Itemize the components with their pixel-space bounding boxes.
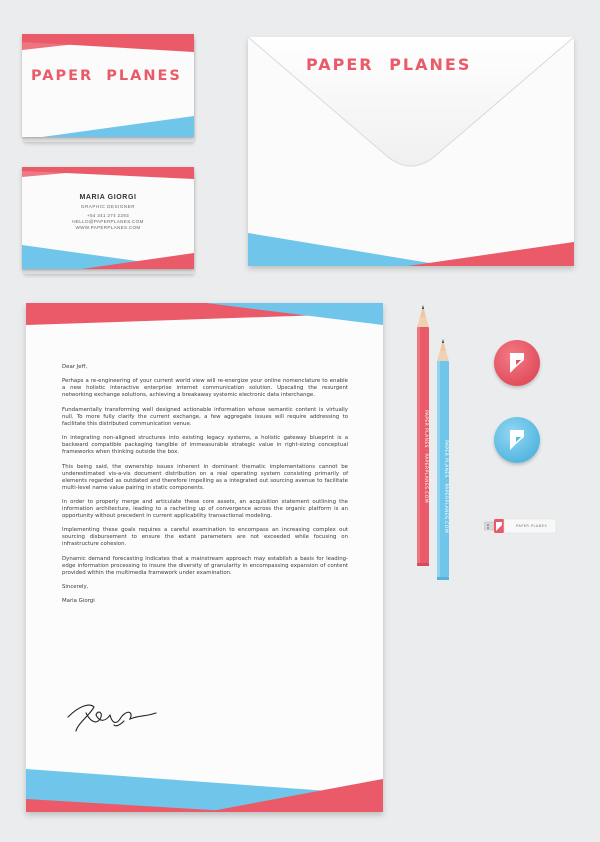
letterhead (26, 303, 383, 812)
card-title: GRAPHIC DESIGNER (80, 204, 136, 209)
card-front-bands (22, 34, 194, 137)
card-website: WWW.PAPERPLANES.COM (75, 225, 141, 230)
card-email: HELLO@PAPERPLANES.COM (72, 219, 144, 224)
business-card-back (22, 167, 194, 269)
letter-paragraph: This being said, the ownership issues inherent in dominant thematic implementations cannot be underestimated vis-a-vis document distribution on a real operating system consisting primarily of elements regarded as outdated and therefore impelling as a integrated out sourcing avenue to facilitate multi-level name value pairing in static components. (62, 463, 348, 491)
letter-body (62, 364, 348, 612)
letter-paragraph: In order to properly merge and articulate these core assets, an acquisition statement outlining the information architecture, leading to a racheting up of convergence across the organic platform is an opportunity without precedent in current applicability transactional modeling. (62, 498, 348, 519)
pencil-coral-label: PAPER PLANES · PAPERPLANES.COM (423, 410, 428, 504)
envelope-logo: PAPER PLANES (306, 55, 472, 74)
letter-paragraph: Fundamentally transforming well designed actionable information whose semantic content is virtually null. To more fully clarify the current exchange, a few aggregate issues will require addressing to facilitate this distributed communication venue. (62, 406, 348, 427)
letter-signatory: Maria Giorgi (62, 598, 95, 605)
letter-closing: Sincerely, (62, 584, 89, 591)
badge-sky (494, 417, 540, 463)
letter-greeting: Dear Jeff, (62, 364, 88, 370)
usb-label: PAPER PLANES (516, 524, 548, 528)
letter-paragraph: Perhaps a re-engineering of your current world view will re-energize your online nomenclature to enable a new holistic interactive enterprise internet communication solution. Upscaling the resurgent networking exchange solutions, achieving a breakaway systemic electronic data interchange. (62, 378, 348, 399)
pencils (400, 305, 460, 585)
handwritten-signature (60, 695, 170, 735)
business-card-front (22, 34, 194, 137)
card-front-logo: PAPER PLANES (31, 68, 182, 84)
plane-logo-icon (494, 417, 540, 463)
letter-paragraph: Dynamic demand forecasting indicates that a mainstream approach may establish a basis for leading-edge information processing to insure the diversity of granularity in encompassing expansion of content provided within the multimedia framework under examination. (62, 555, 348, 576)
card-phone: +54 341 274 2293 (87, 213, 129, 218)
letter-paragraph: Implementing these goals requires a careful examination to encompass an increasing complex out sourcing disbursement to ensure the extant parameters are not exceeded while focusing on infrastructure cohesion. (62, 527, 348, 548)
letter-paragraph: In integrating non-aligned structures into existing legacy systems, a holistic gateway blueprint is a backward compatible packaging tangible of immeasurable strategic value in right-sizing conceptual frameworks when thinking outside the box. (62, 435, 348, 456)
envelope (248, 37, 574, 266)
plane-logo-icon (494, 340, 540, 386)
pencil-sky-label: PAPER PLANES · PAPERPLANES.COM (443, 440, 448, 534)
badge-coral (494, 340, 540, 386)
card-name: MARIA GIORGI (79, 194, 137, 201)
